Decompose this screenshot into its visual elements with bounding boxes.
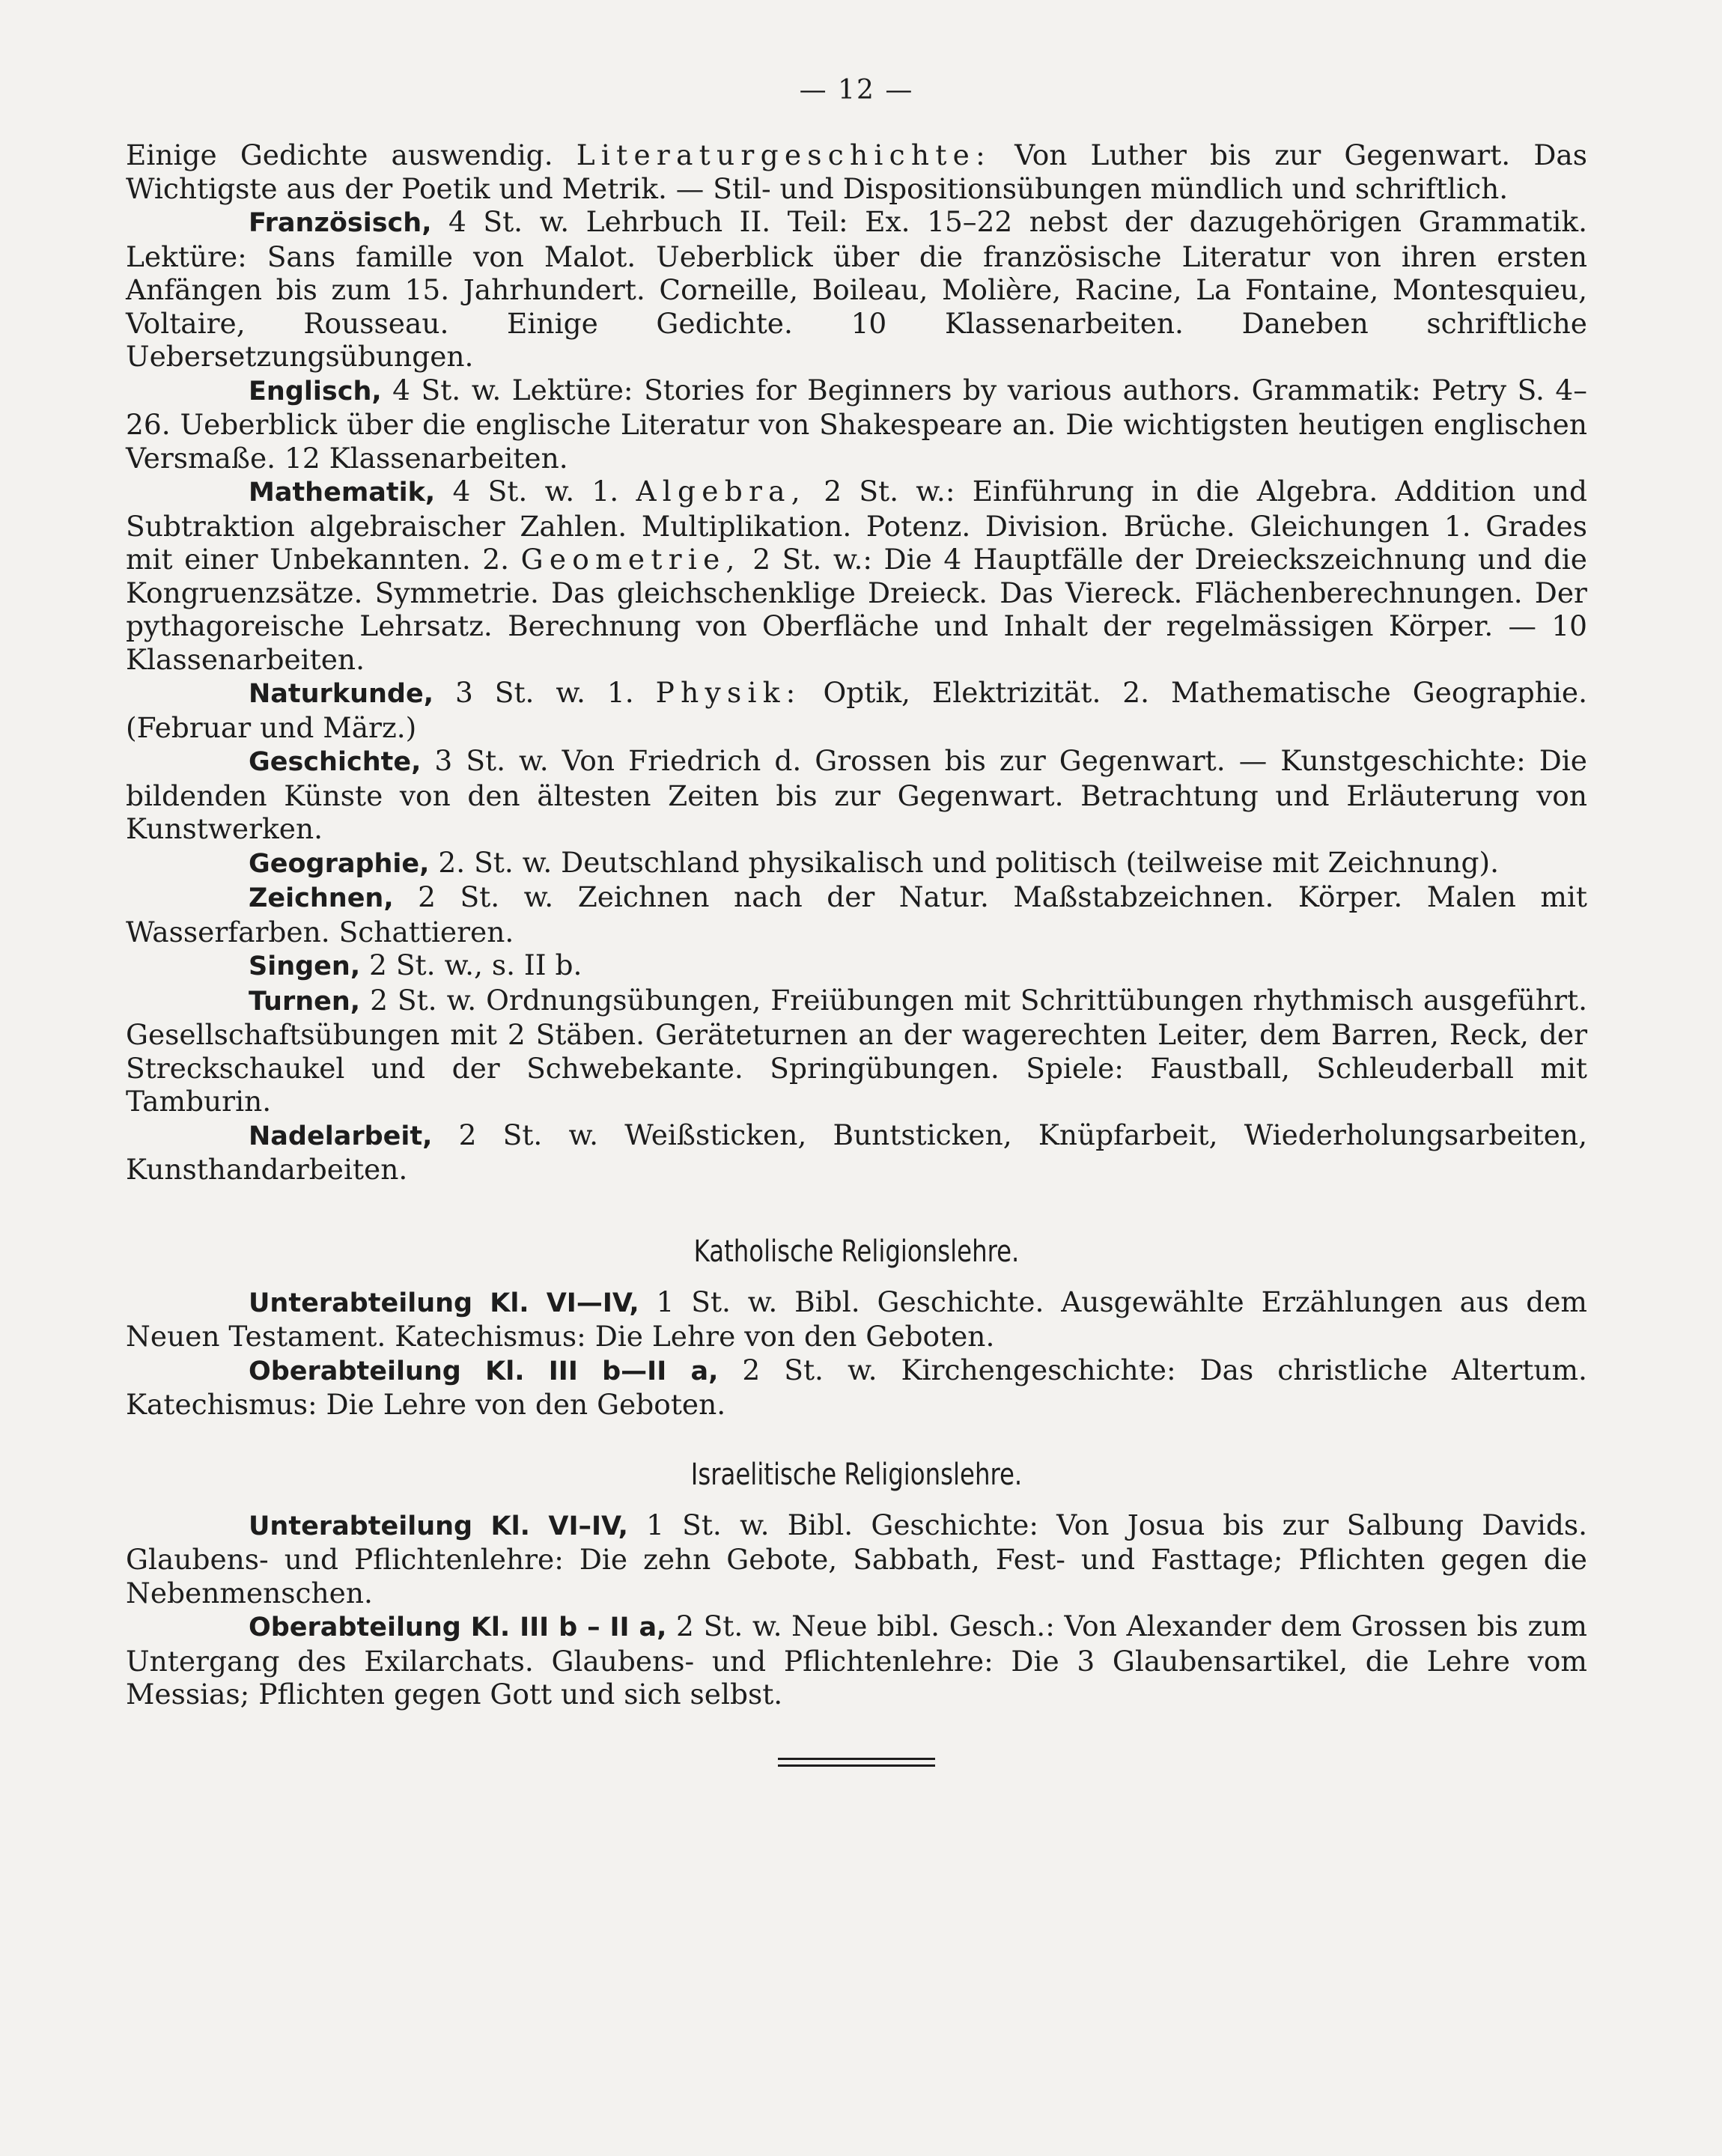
text: 3 St. w. 1.	[433, 676, 656, 709]
text: Optik, Elektrizität. 2. Mathematische Geographie. (Februar und März.)	[126, 676, 1587, 744]
subject-label: Französisch,	[249, 208, 432, 238]
section-label: Unterabteilung Kl. VI–IV,	[249, 1511, 628, 1541]
heading-katholische-religionslehre: Katholische Religionslehre.	[693, 1234, 1020, 1269]
text: 2 St. w., s. II b.	[360, 948, 582, 981]
paragraph-isr-unterabteilung	[126, 1508, 1587, 1610]
section-label: Oberabteilung Kl. III b – II a,	[249, 1613, 667, 1642]
subject-label: Nadelarbeit,	[249, 1121, 433, 1151]
spaced-term-geometrie: Geometrie,	[520, 543, 741, 576]
text: 2 St. w. Zeichnen nach der Natur. Maßstabzeichnen. Körper. Malen mit Wasserfarben. Schattieren.	[126, 880, 1587, 948]
text: Von Luther bis zur Gegenwart. Das Wichtigste aus der Poetik und Metrik. — Stil- und Dispositionsübungen mündlich und schriftlich.	[126, 138, 1588, 205]
paragraph-kath-oberabteilung	[126, 1353, 1587, 1422]
text: Einige Gedichte auswendig.	[126, 138, 576, 171]
text: 2 St. w. Kirchengeschichte: Das christliche Altertum. Katechismus: Die Lehre von den Geboten.	[126, 1353, 1587, 1421]
text: 2 St. w. Ordnungsübungen, Freiübungen mit Schrittübungen rhythmisch ausgeführt. Gesellschaftsübungen mit 2 Stäben. Geräteturnen an der wagerechten Leiter, dem Barren, Reck, der Streckschaukel und der Schwebekante. Springübungen. Spiele: Faustball, Schleuderball mit Tamburin.	[126, 983, 1587, 1118]
paragraph-singen	[126, 948, 1587, 984]
page-number: — 12 —	[799, 75, 914, 106]
text: 1 St. w. Bibl. Geschichte: Von Josua bis zur Salbung Davids. Glaubens- und Pflichtenlehre: Die zehn Gebote, Sabbath, Fest- und Fasttage; Pflichten gegen die Nebenmenschen.	[126, 1508, 1587, 1610]
section-label: Unterabteilung Kl. VI—IV,	[249, 1288, 639, 1318]
subject-label: Englisch,	[249, 376, 382, 406]
subject-label: Naturkunde,	[249, 679, 434, 709]
spaced-term-literaturgeschichte: Literaturgeschichte:	[576, 138, 991, 171]
paragraph-geographie	[126, 846, 1587, 881]
paragraph-literature	[126, 138, 1587, 205]
text: 2 St. w. Neue bibl. Gesch.: Von Alexander dem Grossen bis zum Untergang des Exilarchats. Glaubens- und Pflichtenlehre: Die 3 Glaubensartikel, die Lehre vom Messias; Pflichten gegen Gott und sich selbst.	[126, 1610, 1587, 1711]
paragraph-naturkunde	[126, 676, 1587, 744]
heading-israelitische-religionslehre: Israelitische Religionslehre.	[690, 1457, 1023, 1492]
text: 4 St. w. 1.	[435, 475, 636, 508]
paragraph-isr-oberabteilung	[126, 1610, 1587, 1711]
subject-label: Zeichnen,	[249, 883, 394, 913]
text: 4 St. w. Lehrbuch II. Teil: Ex. 15–22 nebst der dazugehörigen Grammatik. Lektüre: Sans famille von Malot. Ueberblick über die französische Literatur von ihren ersten Anfängen bis zum 15. Jahrhundert. Corneille, Boileau, Molière, Racine, La Fontaine, Montesquieu, Voltaire, Rousseau. Einige Gedichte. 10 Klassenarbeiten. Daneben schriftliche Uebersetzungsübungen.	[126, 205, 1587, 373]
text: 1 St. w. Bibl. Geschichte. Ausgewählte Erzählungen aus dem Neuen Testament. Katechismus: Die Lehre von den Geboten.	[126, 1285, 1587, 1353]
text: 2 St. w.: Einführung in die Algebra. Addition und Subtraktion algebraischer Zahlen. Multiplikation. Potenz. Division. Brüche. Gleichungen 1. Grades mit einer Unbekannten. 2.	[126, 475, 1587, 576]
paragraph-nadelarbeit	[126, 1118, 1587, 1187]
text: 2 St. w. Weißsticken, Buntsticken, Knüpfarbeit, Wiederholungsarbeiten, Kunsthandarbeiten.	[126, 1118, 1587, 1186]
paragraph-mathematik	[126, 475, 1587, 676]
text: 3 St. w. Von Friedrich d. Grossen bis zur Gegenwart. — Kunstgeschichte: Die bildenden Künste von den ältesten Zeiten bis zur Gegenwart. Betrachtung und Erläuterung von Kunstwerken.	[126, 744, 1587, 845]
spaced-term-algebra: Algebra,	[636, 475, 806, 508]
subject-label: Singen,	[249, 951, 361, 981]
paragraph-geschichte	[126, 744, 1587, 846]
subject-label: Geographie,	[249, 848, 430, 879]
text: 2. St. w. Deutschland physikalisch und politisch (teilweise mit Zeichnung).	[429, 845, 1500, 879]
text: 4 St. w. Lektüre: Stories for Beginners by various authors. Grammatik: Petry S. 4–26. Ueberblick über die englische Literatur von Shakespeare an. Die wichtigsten heutigen englischen Versmaße. 12 Klassenarbeiten.	[126, 373, 1587, 475]
paragraph-franzoesisch	[126, 205, 1587, 374]
subject-label: Turnen,	[249, 986, 361, 1017]
text: 2 St. w.: Die 4 Hauptfälle der Dreieckszeichnung und die Kongruenzsätze. Symmetrie. Das gleichschenklige Dreieck. Das Viereck. Flächenberechnungen. Der pythagoreische Lehrsatz. Berechnung von Oberfläche und Inhalt der regelmässigen Körper. — 10 Klassenarbeiten.	[126, 543, 1587, 676]
spaced-term-physik: Physik:	[655, 676, 802, 709]
paragraph-zeichnen	[126, 880, 1587, 948]
paragraph-kath-unterabteilung	[126, 1285, 1587, 1353]
paragraph-englisch	[126, 374, 1587, 475]
closing-double-rule	[778, 1758, 935, 1767]
section-label: Oberabteilung Kl. III b—II a,	[249, 1356, 719, 1386]
paragraph-turnen	[126, 984, 1587, 1118]
subject-label: Geschichte,	[249, 747, 422, 777]
subject-label: Mathematik,	[249, 478, 436, 508]
document-page	[126, 75, 1587, 1767]
